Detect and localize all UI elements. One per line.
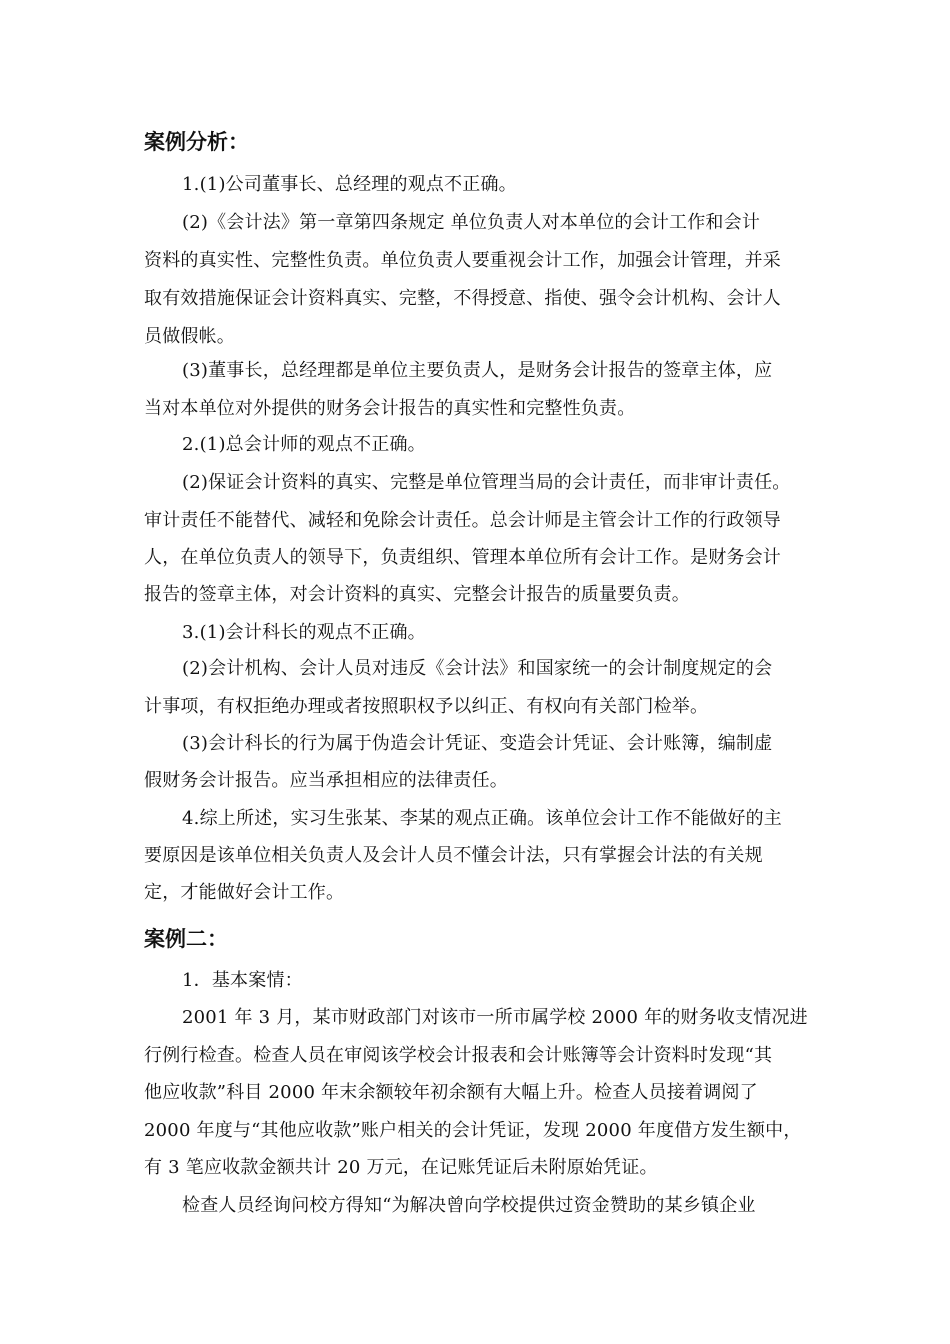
paragraph-line: 有 3 笔应收款金额共计 20 万元，在记账凭证后未附原始凭证。: [144, 1157, 658, 1178]
paragraph-line: (2)保证会计资料的真实、完整是单位管理当局的会计责任，而非审计责任。: [182, 472, 791, 493]
paragraph-line: 1.(1)公司董事长、总经理的观点不正确。: [182, 174, 517, 195]
paragraph-line: (3)会计科长的行为属于伪造会计凭证、变造会计凭证、会计账簿，编制虚: [182, 733, 773, 754]
paragraph-line: 行例行检查。检查人员在审阅该学校会计报表和会计账簿等会计资料时发现“其: [144, 1045, 773, 1066]
paragraph-line: 假财务会计报告。应当承担相应的法律责任。: [144, 770, 508, 791]
paragraph-line: 当对本单位对外提供的财务会计报告的真实性和完整性负责。: [144, 398, 636, 419]
paragraph-line: 要原因是该单位相关负责人及会计人员不懂会计法，只有掌握会计法的有关规: [144, 845, 763, 866]
paragraph-line: 4.综上所述，实习生张某、李某的观点正确。该单位会计工作不能做好的主: [182, 808, 782, 829]
paragraph-line: 计事项，有权拒绝办理或者按照职权予以纠正、有权向有关部门检举。: [144, 696, 709, 717]
section-heading-case-analysis: 案例分析：: [144, 130, 249, 154]
paragraph-line: 2.(1)总会计师的观点不正确。: [182, 434, 426, 455]
paragraph-line: 报告的签章主体，对会计资料的真实、完整会计报告的质量要负责。: [144, 584, 690, 605]
paragraph-line: 员做假帐。: [144, 326, 235, 347]
paragraph-line: 取有效措施保证会计资料真实、完整，不得授意、指使、强令会计机构、会计人: [144, 288, 781, 309]
section-heading-case-two: 案例二：: [144, 927, 228, 951]
paragraph-line: (3)董事长，总经理都是单位主要负责人，是财务会计报告的签章主体，应: [182, 360, 773, 381]
paragraph-line: (2)《会计法》第一章第四条规定 单位负责人对本单位的会计工作和会计: [182, 212, 761, 233]
paragraph-line: 检查人员经询问校方得知“为解决曾向学校提供过资金赞助的某乡镇企业: [182, 1195, 756, 1216]
paragraph-line: 1．基本案情：: [182, 970, 303, 991]
paragraph-line: 他应收款”科目 2000 年末余额较年初余额有大幅上升。检查人员接着调阅了: [144, 1082, 758, 1103]
paragraph-line: 2000 年度与“其他应收款”账户相关的会计凭证，发现 2000 年度借方发生额中，: [144, 1120, 802, 1141]
paragraph-line: 2001 年 3 月，某市财政部门对该市一所市属学校 2000 年的财务收支情况进: [182, 1007, 808, 1028]
paragraph-line: 定，才能做好会计工作。: [144, 882, 345, 903]
paragraph-line: 审计责任不能替代、减轻和免除会计责任。总会计师是主管会计工作的行政领导: [144, 510, 781, 531]
paragraph-line: 人，在单位负责人的领导下，负责组织、管理本单位所有会计工作。是财务会计: [144, 547, 781, 568]
paragraph-line: 资料的真实性、完整性负责。单位负责人要重视会计工作，加强会计管理，并采: [144, 250, 781, 271]
paragraph-line: 3.(1)会计科长的观点不正确。: [182, 622, 426, 643]
paragraph-line: (2)会计机构、会计人员对违反《会计法》和国家统一的会计制度规定的会: [182, 658, 773, 679]
